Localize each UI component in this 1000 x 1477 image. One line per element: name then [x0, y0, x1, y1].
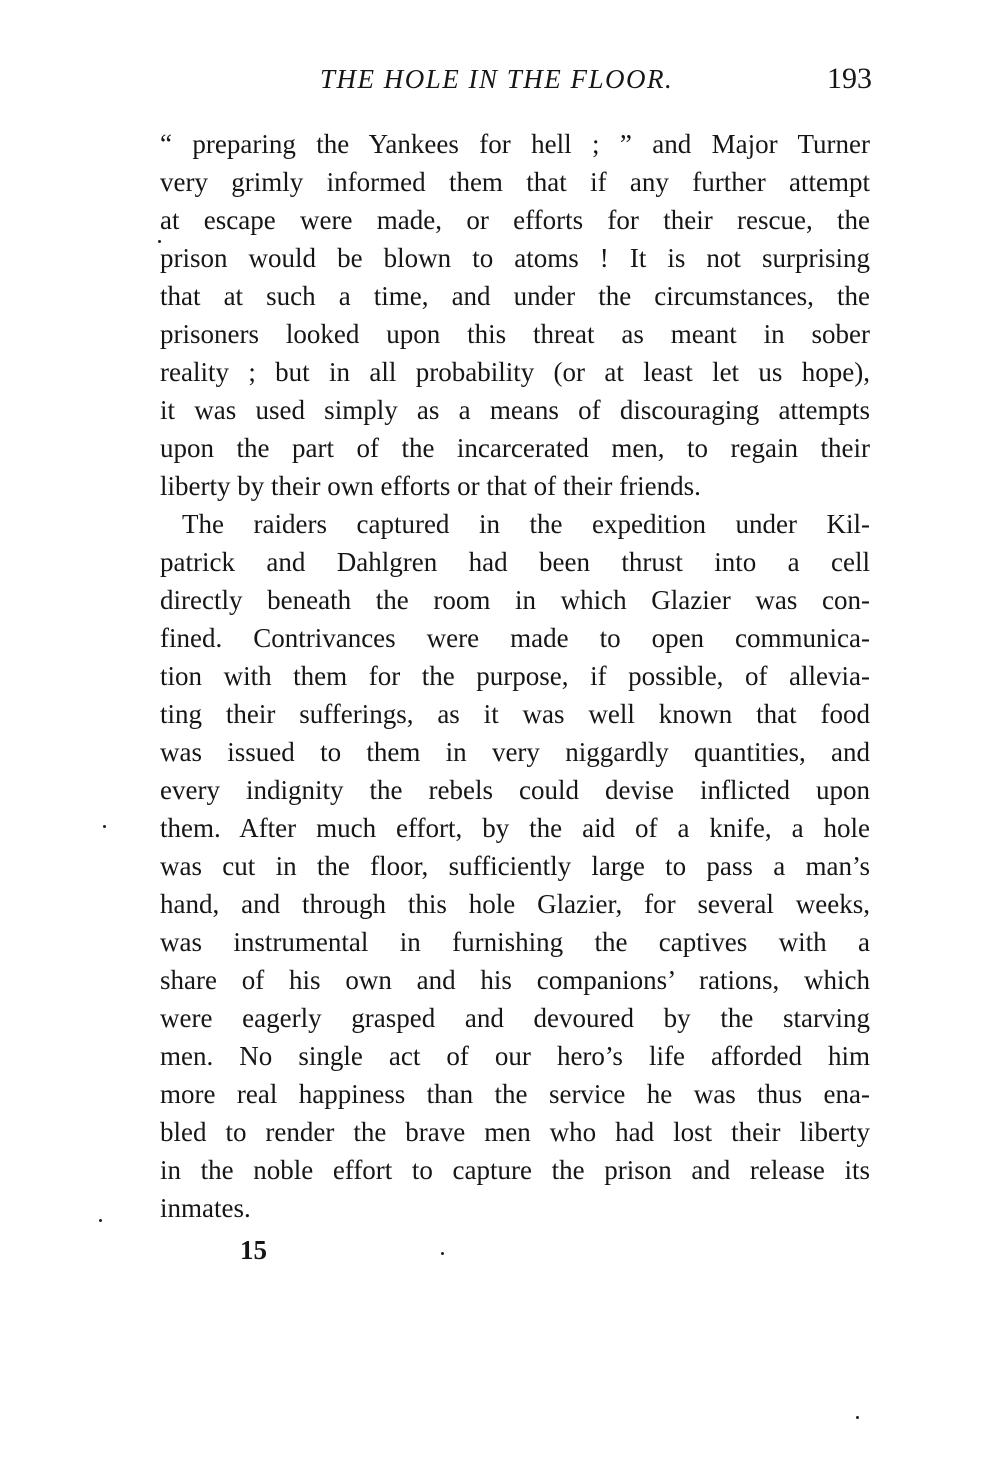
text-line: bled to render the brave men who had lost their liberty	[160, 1117, 870, 1147]
text-line: liberty by their own efforts or that of their friends.	[160, 471, 701, 501]
text-line: ting their sufferings, as it was well known that food	[160, 699, 870, 729]
signature-mark: 15	[240, 1235, 267, 1265]
text-line: tion with them for the purpose, if possible, of allevia-	[160, 661, 870, 691]
text-line: upon the part of the incarcerated men, to regain their	[160, 433, 870, 463]
scan-speck	[99, 1219, 102, 1222]
text-line: directly beneath the room in which Glazier was con-	[160, 585, 870, 615]
text-line: in the noble effort to capture the prison and release its	[160, 1155, 870, 1185]
running-head	[160, 60, 872, 100]
text-line: them. After much effort, by the aid of a knife, a hole	[160, 813, 870, 843]
running-title: THE HOLE IN THE FLOOR.	[320, 64, 674, 94]
text-line: more real happiness than the service he was thus ena-	[160, 1079, 870, 1109]
text-line: share of his own and his companions’ rations, which	[160, 965, 870, 995]
scan-speck	[158, 240, 161, 243]
scan-speck	[103, 825, 106, 828]
text-line: inmates.	[160, 1193, 251, 1223]
text-line: “ preparing the Yankees for hell ; ” and Major Turner	[160, 129, 870, 159]
text-line: that at such a time, and under the circumstances, the	[160, 281, 870, 311]
text-line: fined. Contrivances were made to open communica-	[160, 623, 870, 653]
text-line: it was used simply as a means of discouraging attempts	[160, 395, 870, 425]
text-line: prisoners looked upon this threat as meant in sober	[160, 319, 870, 349]
text-line: were eagerly grasped and devoured by the starving	[160, 1003, 870, 1033]
text-line: hand, and through this hole Glazier, for several weeks,	[160, 889, 870, 919]
text-line: prison would be blown to atoms ! It is not surprising	[160, 243, 870, 273]
text-line: was instrumental in furnishing the captives with a	[160, 927, 870, 957]
text-line: was cut in the floor, sufficiently large to pass a man’s	[160, 851, 870, 881]
scan-speck	[856, 1416, 859, 1419]
page-number: 193	[827, 62, 872, 95]
scan-speck	[441, 1252, 444, 1255]
text-line: men. No single act of our hero’s life afforded him	[160, 1041, 870, 1071]
text-line: reality ; but in all probability (or at least let us hope),	[160, 357, 870, 387]
text-line: was issued to them in very niggardly quantities, and	[160, 737, 870, 767]
text-line: every indignity the rebels could devise inflicted upon	[160, 775, 870, 805]
text-line: at escape were made, or efforts for their rescue, the	[160, 205, 870, 235]
body-text	[160, 125, 870, 1227]
text-line: patrick and Dahlgren had been thrust into a cell	[160, 547, 870, 577]
text-line: The raiders captured in the expedition under Kil-	[182, 509, 870, 539]
text-line: very grimly informed them that if any further attempt	[160, 167, 870, 197]
